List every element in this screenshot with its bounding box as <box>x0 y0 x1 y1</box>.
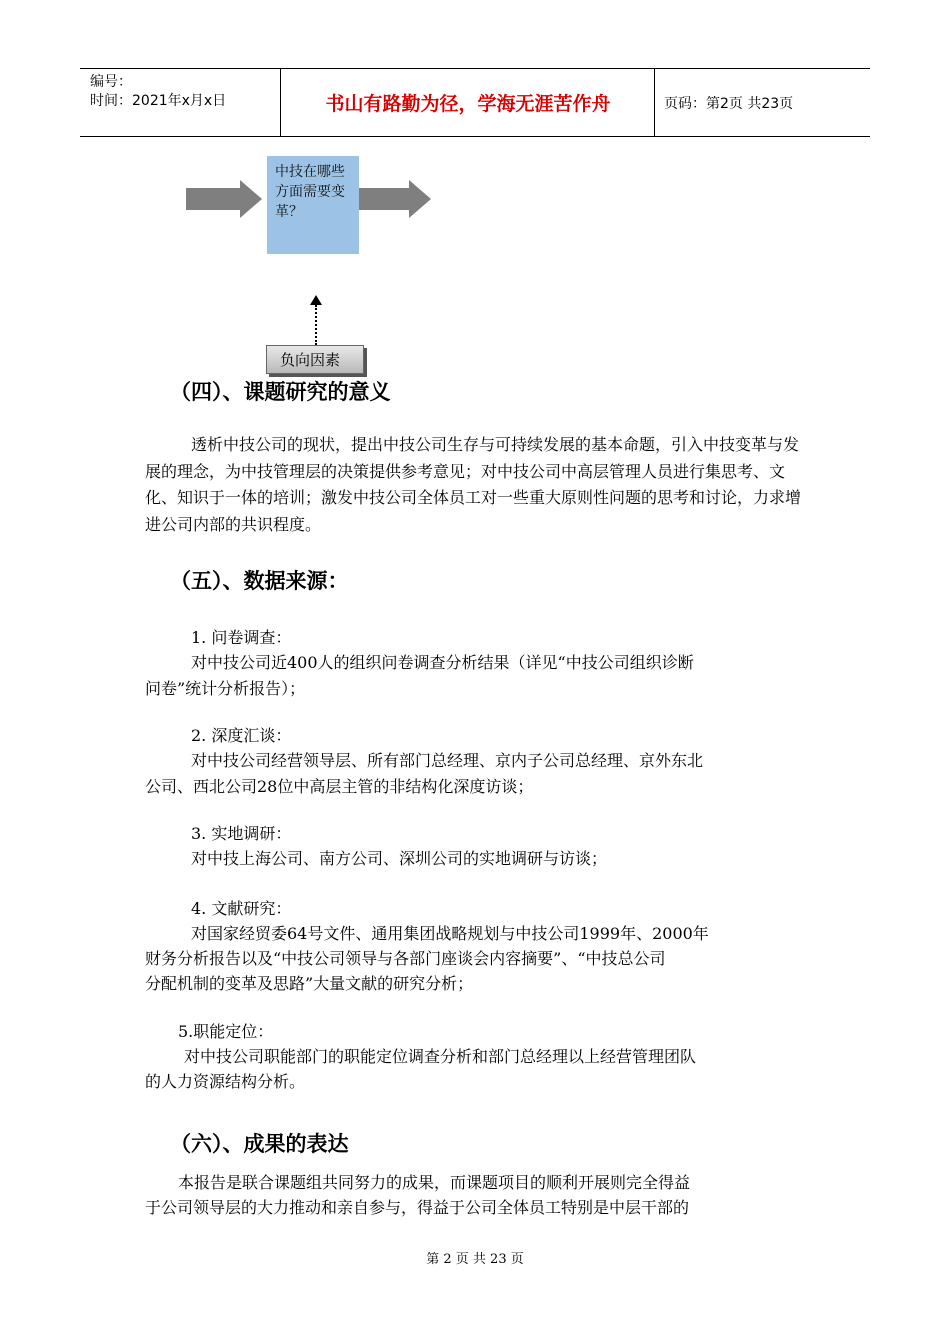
source-4-line1: 对国家经贸委64号文件、通用集团战略规划与中技公司1999年、2000年 <box>191 924 709 943</box>
source-3-line1: 对中技上海公司、南方公司、深圳公司的实地调研与访谈； <box>191 849 608 868</box>
left-arrow-icon <box>186 180 266 218</box>
section6-line2: 于公司领导层的大力推动和亲自参与，得益于公司全体员工特别是中层干部的 <box>145 1198 690 1217</box>
section6-line1: 本报告是联合课题组共同努力的成果，而课题项目的顺利开展则完全得益 <box>178 1173 691 1192</box>
source-1-line1: 对中技公司近400人的组织问卷调查分析结果（详见“中技公司组织诊断 <box>191 653 694 672</box>
source-2-line1: 对中技公司经营领导层、所有部门总经理、京内子公司总经理、京外东北 <box>191 751 704 770</box>
section4-body: 透析中技公司的现状，提出中技公司生存与可持续发展的基本命题，引入中技变革与发展的理念，为中技管理层的决策提供参考意见；对中技公司中高层管理人员进行集思考、文化、知识于一体的培训；激发中技公司全体员工对一些重大原则性问题的思考和讨论，力求增进公司内部的共识程度。 <box>145 435 802 534</box>
section4-title: （四）、课题研究的意义 <box>170 380 391 404</box>
source-5-line1: 对中技公司职能部门的职能定位调查分析和部门总经理以上经营管理团队 <box>184 1047 697 1066</box>
source-2-line2: 公司、西北公司28位中高层主管的非结构化深度访谈； <box>145 777 534 796</box>
source-4-line3: 分配机制的变革及思路”大量文献的研究分析； <box>145 974 474 993</box>
source-1-heading: 1. 问卷调查： <box>191 628 292 647</box>
right-arrow-icon <box>359 180 433 218</box>
dotted-connector <box>315 305 317 345</box>
page-header <box>80 68 870 137</box>
source-4-line2: 财务分析报告以及“中技公司领导与各部门座谈会内容摘要”、“中技总公司 <box>145 949 666 968</box>
source-2-heading: 2. 深度汇谈： <box>191 726 292 745</box>
source-5-line2: 的人力资源结构分析。 <box>145 1072 306 1091</box>
negative-factor-box: 负向因素 <box>266 345 364 374</box>
header-page-info: 页码：第2页 共23页 <box>664 95 794 112</box>
header-left-cell <box>80 69 281 136</box>
up-arrow-icon <box>310 295 322 305</box>
source-4-heading: 4. 文献研究： <box>191 899 292 918</box>
source-1-line2: 问卷”统计分析报告）； <box>145 679 306 698</box>
section5-title: （五）、数据来源： <box>170 569 349 593</box>
doc-number-label: 编号： <box>90 74 132 90</box>
section6-title: （六）、成果的表达 <box>170 1132 349 1156</box>
change-question-box: 中技在哪些方面需要变革？ <box>267 156 359 254</box>
time-label: 时间：2021年x月x日 <box>90 93 227 109</box>
page-footer: 第 2 页 共 23 页 <box>426 1252 524 1267</box>
source-3-heading: 3. 实地调研： <box>191 824 292 843</box>
header-motto: 书山有路勤为径，学海无涯苦作舟 <box>282 69 655 136</box>
source-5-heading: 5.职能定位： <box>178 1022 274 1041</box>
